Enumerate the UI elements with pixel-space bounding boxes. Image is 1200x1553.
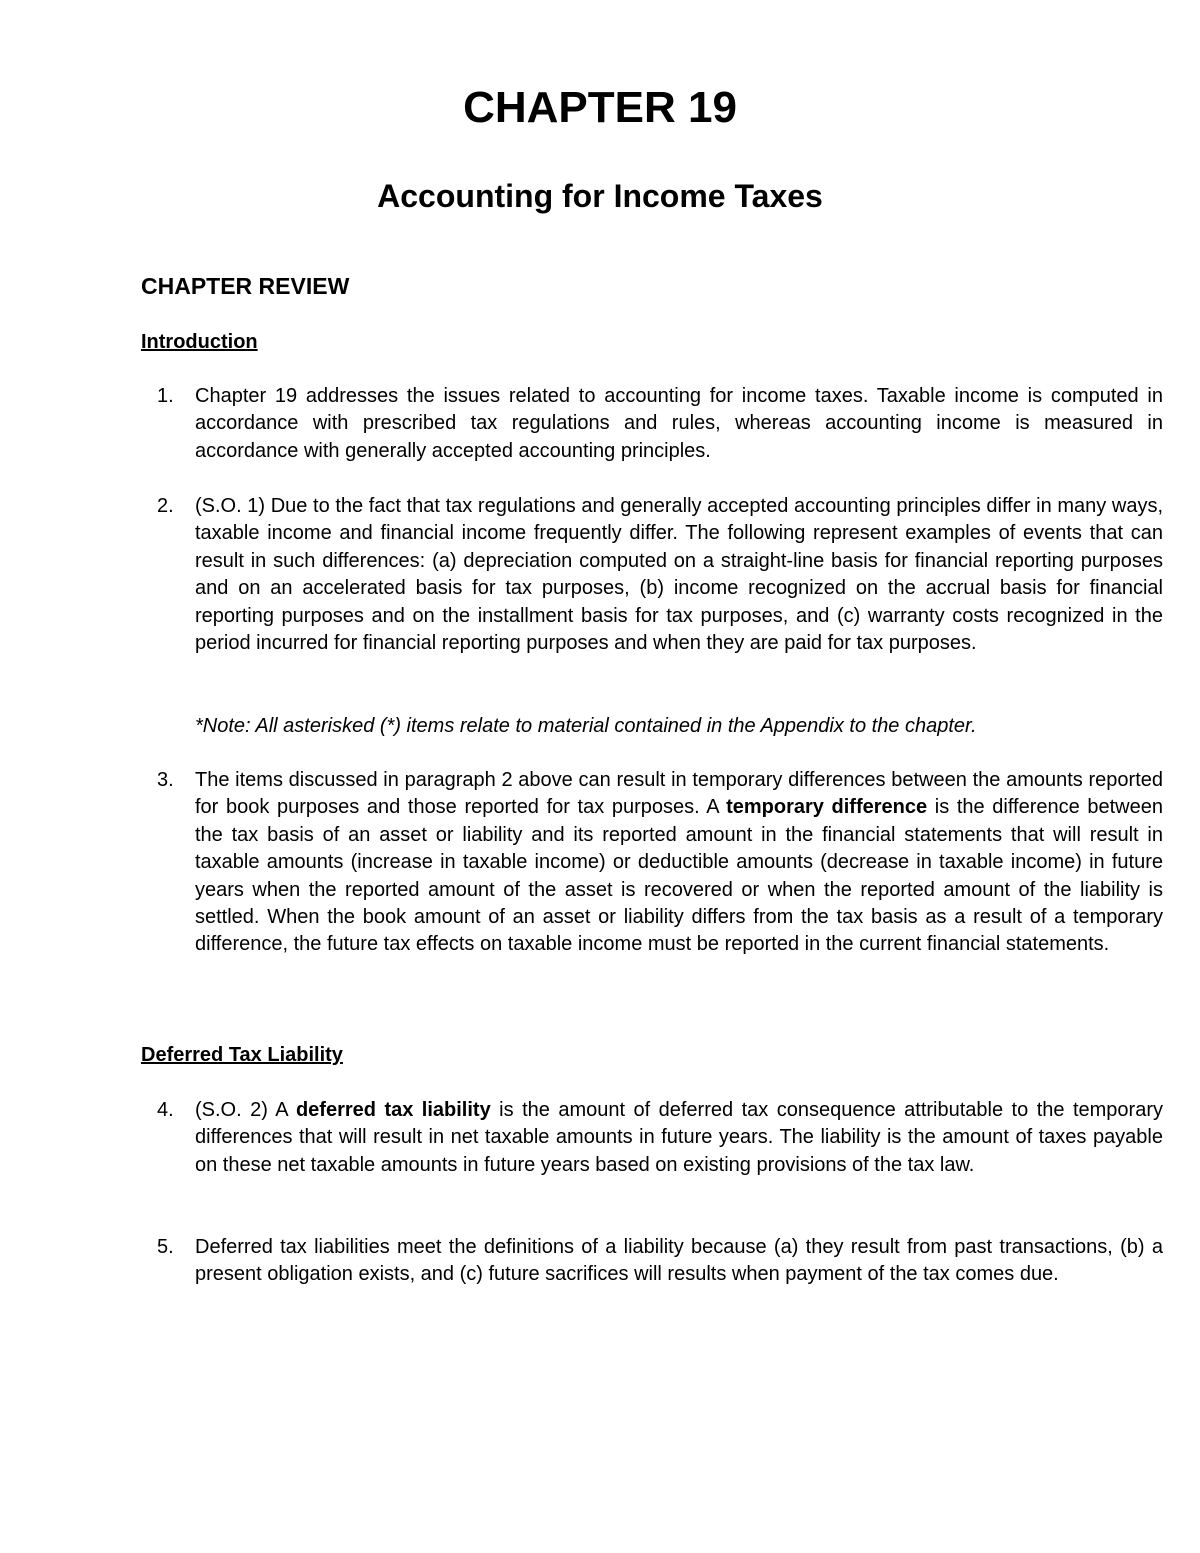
text-segment: (S.O. 2) A	[195, 1099, 296, 1121]
list-item-4	[141, 1097, 1163, 1179]
list-item-text	[195, 1097, 1163, 1179]
list-item-5	[141, 1234, 1163, 1289]
appendix-note: *Note: All asterisked (*) items relate to material contained in the Appendix to the chapter.	[195, 715, 977, 737]
deferred-tax-liability-heading: Deferred Tax Liability	[141, 1044, 343, 1066]
bold-term: deferred tax liability	[295, 1099, 491, 1121]
introduction-heading: Introduction	[141, 331, 258, 353]
list-item-number: 4.	[157, 1099, 174, 1121]
list-item-number: 3.	[157, 769, 174, 791]
list-item-2	[141, 493, 1163, 657]
list-item-text: Chapter 19 addresses the issues related to accounting for income taxes. Taxable income is computed in accordance with prescribed tax regulations and rules, whereas accounting income is measured in accordance with generally accepted accounting principles.	[195, 385, 1163, 462]
text-segment: is the difference between the tax basis of an asset or liability and its reported amount in the financial statements that will result in taxable amounts (increase in taxable income) or deductible amounts (decrease in taxable income) in future years when the reported amount of the asset is recovered or when the reported amount of the liability is settled. When the book amount of an asset or liability differs from the tax basis as a result of a temporary difference, the future tax effects on taxable income must be reported in the current financial statements.	[195, 796, 1163, 956]
list-item-text: (S.O. 1) Due to the fact that tax regulations and generally accepted accounting principles differ in many ways, taxable income and financial income frequently differ. The following represent examples of events that can result in such differences: (a) depreciation computed on a straight-line basis for financial reporting purposes and on an accelerated basis for tax purposes, (b) income recognized on the accrual basis for financial reporting purposes and on the installment basis for tax purposes, and (c) warranty costs recognized in the period incurred for financial reporting purposes and when they are paid for tax purposes.	[195, 495, 1163, 655]
list-item-text: Deferred tax liabilities meet the definitions of a liability because (a) they result from past transactions, (b) a present obligation exists, and (c) future sacrifices will results when payment of the tax comes due.	[195, 1236, 1163, 1286]
list-item-text	[195, 767, 1163, 959]
text-segment: The items discussed in paragraph 2 above can result in temporary differences between the amounts reported for book purposes and those reported for tax purposes. A	[195, 769, 1163, 819]
chapter-review-heading: CHAPTER REVIEW	[141, 273, 350, 299]
list-item-number: 5.	[157, 1236, 174, 1258]
chapter-title: CHAPTER 19	[463, 83, 737, 132]
list-item-number: 1.	[157, 385, 174, 407]
chapter-subtitle: Accounting for Income Taxes	[377, 178, 823, 214]
list-item-1	[141, 383, 1163, 465]
text-segment: is the amount of deferred tax consequence attributable to the temporary differences that will result in net taxable amounts in future years. The liability is the amount of taxes payable on these net taxable amounts in future years based on existing provisions of the tax law.	[195, 1099, 1163, 1176]
bold-term: temporary difference	[726, 796, 928, 819]
list-item-number: 2.	[157, 495, 174, 517]
list-item-3	[141, 767, 1163, 959]
